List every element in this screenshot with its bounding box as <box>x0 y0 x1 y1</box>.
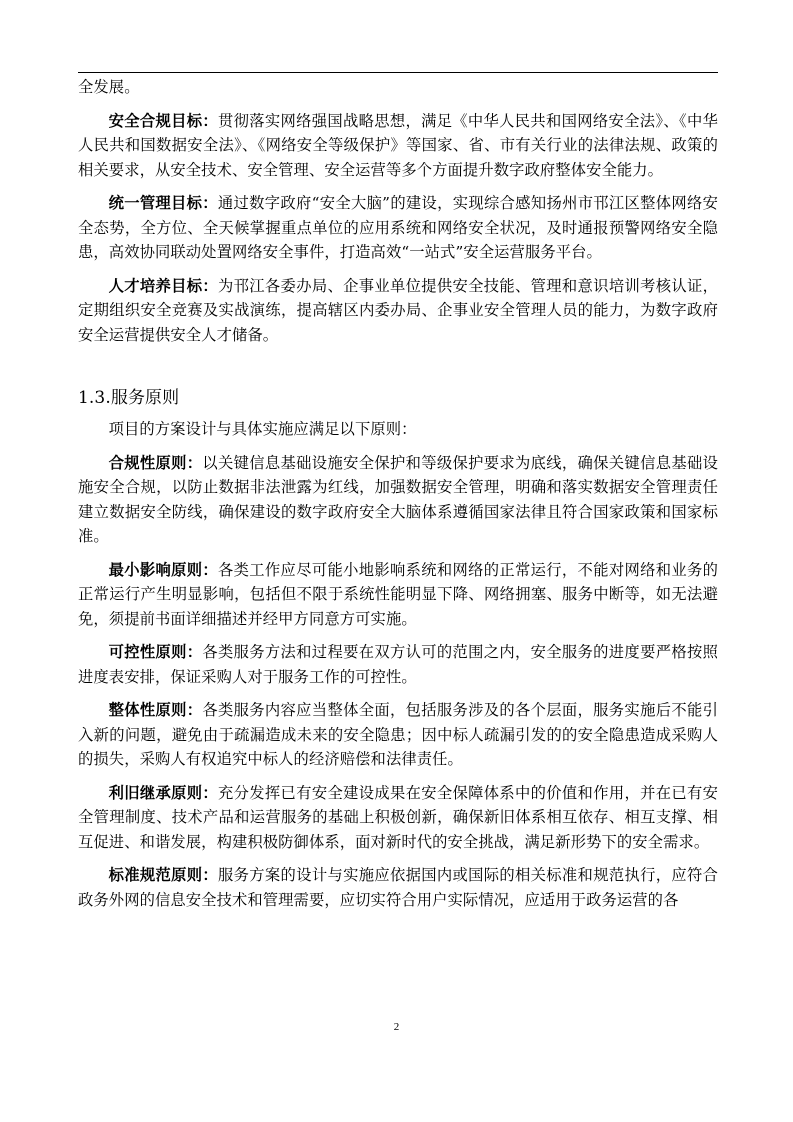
page-number: 2 <box>393 1021 400 1033</box>
principle-text: 服务方案的设计与实施应依据国内或国际的相关标准和规范执行，应符合政务外网的信息安全技术和管理需要，应切实符合用户实际情况，应适用于政务运营的各 <box>78 866 719 909</box>
goal-talent-cultivation <box>78 274 718 348</box>
principle-compliance <box>78 451 718 549</box>
goal-title: 安全合规目标： <box>108 111 218 130</box>
goal-unified-management <box>78 191 718 265</box>
principle-integrity <box>78 698 718 772</box>
principle-title: 标准规范原则： <box>108 866 219 884</box>
goal-security-compliance <box>78 109 718 183</box>
principle-title: 利旧继承原则： <box>108 783 219 802</box>
principle-text: 以关键信息基础设施安全保护和等级保护要求为底线，确保关键信息基础设施安全合规，以防止数据非法泄露为红线，加强数据安全管理，明确和落实数据安全管理责任建立数据安全防线，确保建设的数字政府安全大脑体系遵循国家法律且符合国家政策和国家标准。 <box>78 453 718 545</box>
section-intro: 项目的方案设计与具体实施应满足以下原则： <box>108 420 417 438</box>
page-content <box>78 75 718 912</box>
principle-reuse-inheritance <box>78 781 718 855</box>
principle-text: 各类服务内容应当整体全面，包括服务涉及的各个层面，服务实施后不能引入新的问题，避免由于疏漏造成未来的安全隐患；因中标人疏漏引发的的安全隐患造成采购人的损失，采购人有权追究中标人的经济赔偿和法律责任。 <box>78 701 718 768</box>
principle-text: 各类服务方法和过程要在双方认可的范围之内，安全服务的进度要严格按照进度表安排，保证采购人对于服务工作的可控性。 <box>78 643 718 686</box>
goal-title: 人才培养目标： <box>108 276 219 295</box>
principle-controllability <box>78 640 718 689</box>
goal-text: 贯彻落实网络强国战略思想，满足《中华人民共和国网络安全法》、《中华人民共和国数据安全法》、《网络安全等级保护》等国家、省、市有关行业的法律法规、政策的相关要求，从安全技术、安全管理、安全运营等多个方面提升数字政府整体安全能力。 <box>78 111 718 179</box>
intro-continuation: 全发展。 <box>78 78 140 96</box>
goal-text: 通过数字政府“安全大脑”的建设，实现综合感知扬州市邗江区整体网络安全态势，全方位、全天候掌握重点单位的应用系统和网络安全状况，及时通报预警网络安全隐患，高效协同联动处置网络安全事件，打造高效“一站式”安全运营服务平台。 <box>78 194 719 261</box>
section-heading: 1.3.服务原则 <box>78 388 180 408</box>
header-rule <box>78 72 718 73</box>
principle-standards <box>78 863 718 912</box>
principle-minimal-impact <box>78 558 718 632</box>
principle-title: 最小影响原则： <box>108 560 219 579</box>
principle-title: 合规性原则： <box>108 453 203 472</box>
principle-title: 可控性原则： <box>108 643 203 661</box>
principle-text: 充分发挥已有安全建设成果在安全保障体系中的价值和作用，并在已有安全管理制度、技术产品和运营服务的基础上积极创新，确保新旧体系相互依存、相互支撑、相互促进、和谐发展，构建积极防御体系，面对新时代的安全挑战，满足新形势下的安全需求。 <box>78 783 719 851</box>
goal-title: 统一管理目标： <box>108 194 218 212</box>
principle-text: 各类工作应尽可能小地影响系统和网络的正常运行，不能对网络和业务的正常运行产生明显影响，包括但不限于系统性能明显下降、网络拥塞、服务中断等，如无法避免，须提前书面详细描述并经甲方同意方可实施。 <box>78 560 719 628</box>
goal-text: 为邗江各委办局、企事业单位提供安全技能、管理和意识培训考核认证，定期组织安全竞赛及实战演练，提高辖区内委办局、企事业安全管理人员的能力，为数字政府安全运营提供安全人才储备。 <box>78 276 719 344</box>
principle-title: 整体性原则： <box>108 701 203 719</box>
